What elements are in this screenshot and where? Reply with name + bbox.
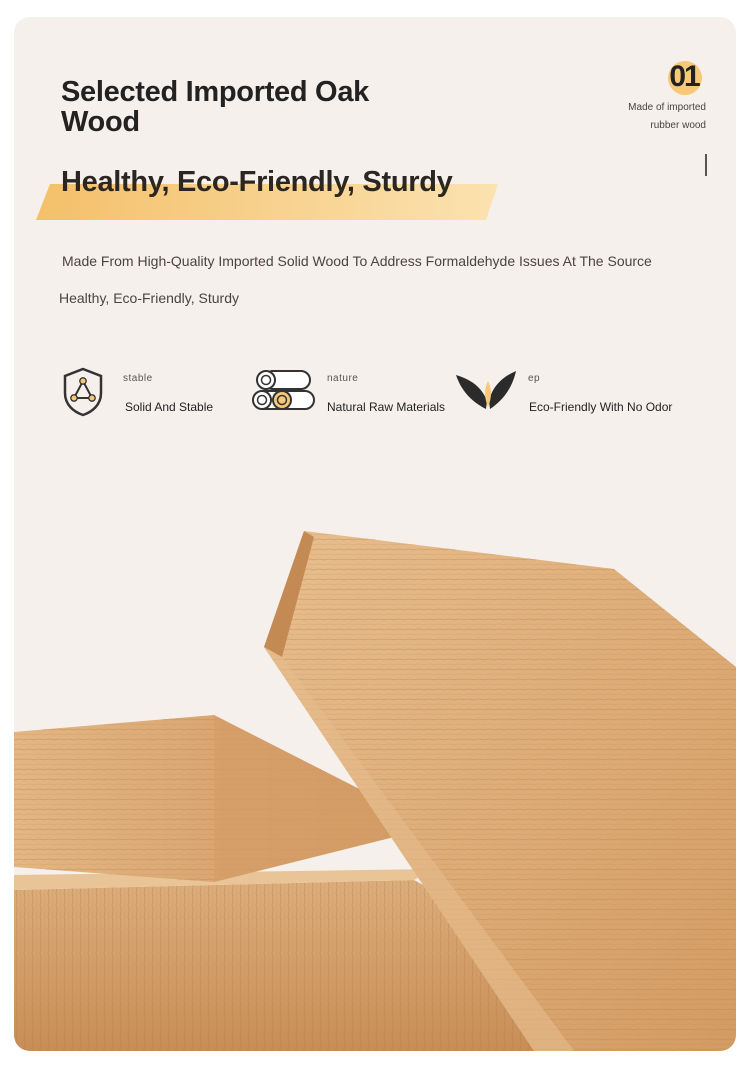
product-card (14, 17, 736, 1051)
page-title: Selected Imported Oak Wood (61, 76, 369, 138)
feature-stable (61, 367, 241, 427)
feature-tag: nature (327, 373, 359, 384)
badge-caption-line2: rubber wood (650, 120, 706, 131)
badge-caption-line1: Made of imported (628, 102, 706, 113)
shield-triangle-icon (61, 367, 105, 417)
badge-number: 01 (669, 60, 699, 93)
divider-bar (705, 154, 707, 176)
section-badge (654, 57, 710, 107)
feature-label: Natural Raw Materials (327, 400, 446, 414)
leaves-icon (456, 367, 520, 413)
feature-label: Solid And Stable (125, 400, 214, 414)
feature-nature (252, 367, 452, 427)
page-subtitle: Healthy, Eco-Friendly, Sturdy (61, 166, 453, 198)
logs-icon (252, 367, 316, 415)
feature-eco (456, 367, 696, 427)
description-secondary: Healthy, Eco-Friendly, Sturdy (59, 290, 239, 306)
wood-boards-image (14, 497, 736, 1051)
feature-tag: stable (123, 373, 153, 384)
feature-tag: ep (528, 373, 541, 384)
description: Made From High-Quality Imported Solid Wood To Address Formaldehyde Issues At The Source (62, 253, 652, 269)
feature-label: Eco-Friendly With No Odor (529, 400, 673, 414)
